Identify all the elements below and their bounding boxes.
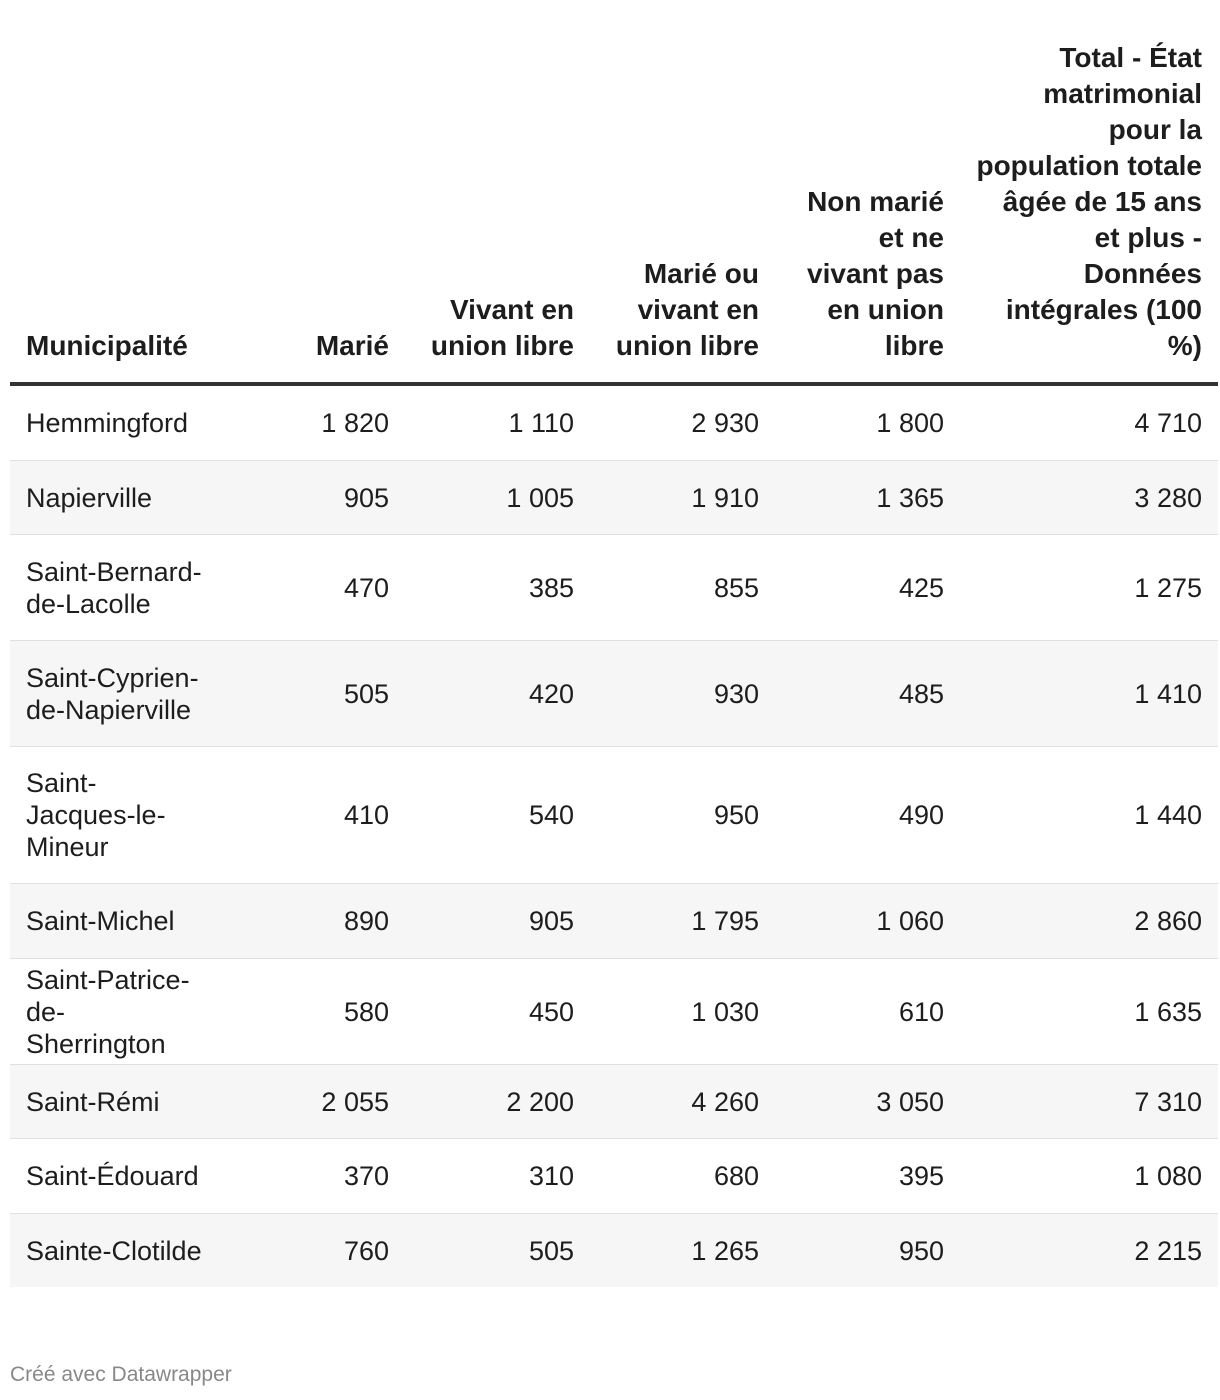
table-row (10, 747, 1218, 884)
cell-marie-ou-union: 855 (590, 535, 775, 641)
cell-total: 1 080 (960, 1139, 1218, 1214)
cell-total: 4 710 (960, 384, 1218, 461)
table-row (10, 1214, 1218, 1288)
cell-marie-ou-union: 1 265 (590, 1214, 775, 1288)
cell-union-libre: 420 (405, 641, 590, 747)
cell-union-libre: 505 (405, 1214, 590, 1288)
cell-marie-ou-union: 1 795 (590, 884, 775, 959)
cell-total: 2 860 (960, 884, 1218, 959)
header-row (10, 40, 1218, 384)
table-row (10, 384, 1218, 461)
cell-marie: 470 (220, 535, 405, 641)
col-header-total: Total - État matrimonial pour la population totale âgée de 15 ans et plus - Données intégrales (100 %) (960, 40, 1218, 384)
cell-marie-ou-union: 1 030 (590, 959, 775, 1065)
col-header-marie-ou-union: Marié ou vivant en union libre (590, 40, 775, 384)
col-header-union-libre: Vivant en union libre (405, 40, 590, 384)
cell-union-libre: 1 005 (405, 461, 590, 535)
cell-non-marie: 1 365 (775, 461, 960, 535)
cell-municipalite: Saint-Michel (10, 884, 220, 959)
cell-marie: 890 (220, 884, 405, 959)
table-row (10, 461, 1218, 535)
cell-non-marie: 490 (775, 747, 960, 884)
cell-non-marie: 425 (775, 535, 960, 641)
table-row (10, 535, 1218, 641)
cell-non-marie: 610 (775, 959, 960, 1065)
cell-union-libre: 905 (405, 884, 590, 959)
cell-total: 1 635 (960, 959, 1218, 1065)
cell-total: 3 280 (960, 461, 1218, 535)
cell-non-marie: 3 050 (775, 1065, 960, 1139)
table-row (10, 884, 1218, 959)
table-row (10, 641, 1218, 747)
cell-municipalite: Saint-Bernard-de-Lacolle (10, 535, 220, 641)
cell-marie-ou-union: 4 260 (590, 1065, 775, 1139)
cell-marie: 1 820 (220, 384, 405, 461)
cell-total: 2 215 (960, 1214, 1218, 1288)
cell-marie-ou-union: 1 910 (590, 461, 775, 535)
cell-union-libre: 310 (405, 1139, 590, 1214)
cell-municipalite: Saint-Jacques-le-Mineur (10, 747, 220, 884)
cell-total: 7 310 (960, 1065, 1218, 1139)
cell-marie: 905 (220, 461, 405, 535)
cell-union-libre: 450 (405, 959, 590, 1065)
cell-non-marie: 485 (775, 641, 960, 747)
cell-municipalite: Saint-Rémi (10, 1065, 220, 1139)
cell-non-marie: 1 800 (775, 384, 960, 461)
cell-marie-ou-union: 680 (590, 1139, 775, 1214)
cell-marie: 505 (220, 641, 405, 747)
cell-municipalite: Saint-Patrice-de-Sherrington (10, 959, 220, 1065)
table-row (10, 959, 1218, 1065)
cell-municipalite: Sainte-Clotilde (10, 1214, 220, 1288)
cell-marie: 2 055 (220, 1065, 405, 1139)
cell-marie-ou-union: 2 930 (590, 384, 775, 461)
cell-non-marie: 1 060 (775, 884, 960, 959)
cell-total: 1 410 (960, 641, 1218, 747)
data-table (10, 40, 1218, 1287)
cell-marie: 370 (220, 1139, 405, 1214)
cell-municipalite: Saint-Cyprien-de-Napierville (10, 641, 220, 747)
col-header-marie: Marié (220, 40, 405, 384)
col-header-non-marie: Non marié et ne vivant pas en union libre (775, 40, 960, 384)
cell-municipalite: Saint-Édouard (10, 1139, 220, 1214)
cell-municipalite: Napierville (10, 461, 220, 535)
cell-marie-ou-union: 930 (590, 641, 775, 747)
cell-marie: 760 (220, 1214, 405, 1288)
footer-credit: Créé avec Datawrapper (10, 1363, 232, 1386)
table-row (10, 1065, 1218, 1139)
table-row (10, 1139, 1218, 1214)
cell-total: 1 440 (960, 747, 1218, 884)
col-header-municipalite: Municipalité (10, 40, 220, 384)
cell-union-libre: 2 200 (405, 1065, 590, 1139)
cell-total: 1 275 (960, 535, 1218, 641)
cell-union-libre: 1 110 (405, 384, 590, 461)
cell-marie-ou-union: 950 (590, 747, 775, 884)
cell-municipalite: Hemmingford (10, 384, 220, 461)
cell-non-marie: 950 (775, 1214, 960, 1288)
cell-non-marie: 395 (775, 1139, 960, 1214)
cell-marie: 410 (220, 747, 405, 884)
cell-union-libre: 385 (405, 535, 590, 641)
cell-union-libre: 540 (405, 747, 590, 884)
cell-marie: 580 (220, 959, 405, 1065)
